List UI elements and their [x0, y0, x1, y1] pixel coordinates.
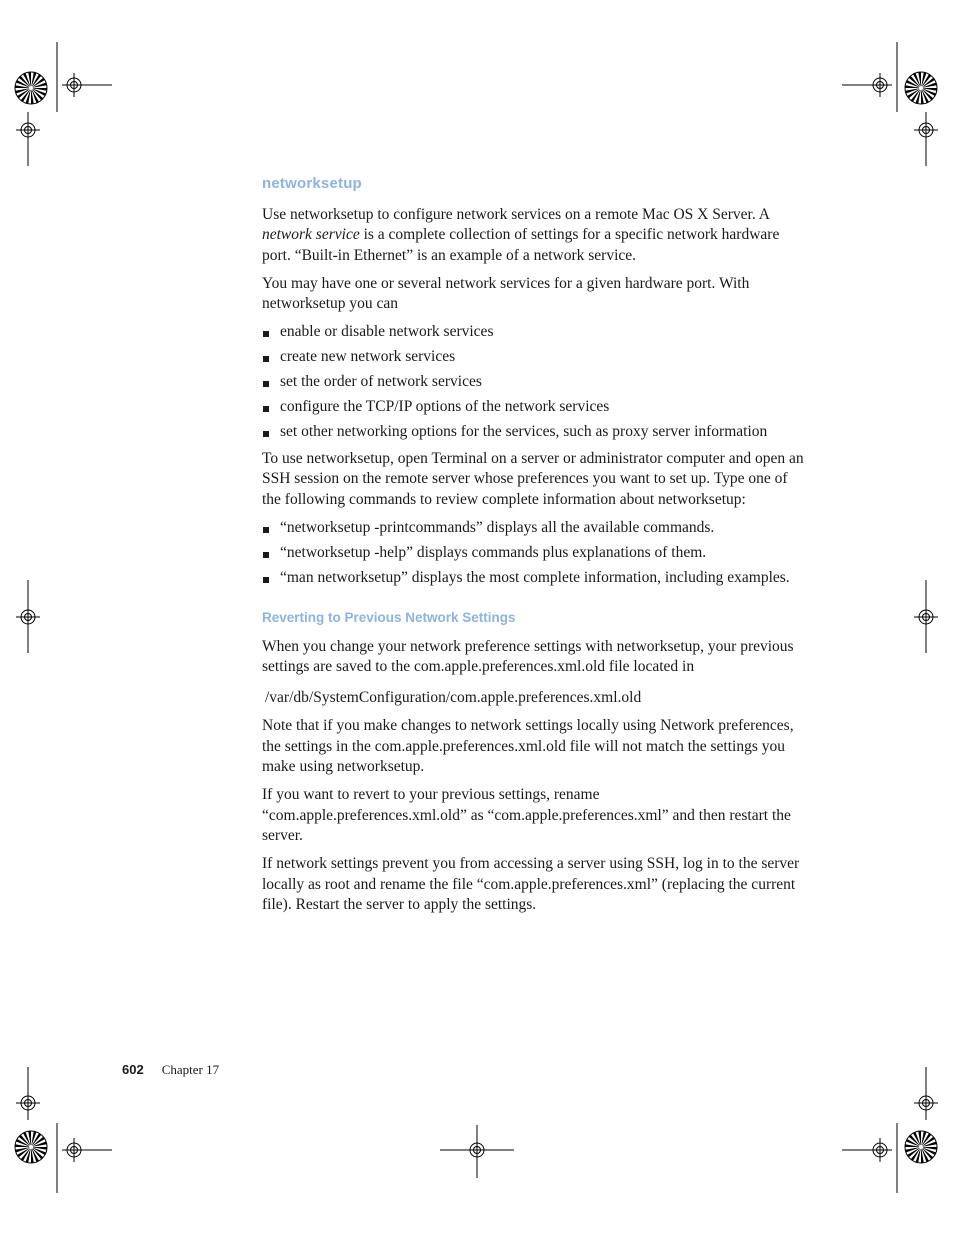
- subsection-heading: Reverting to Previous Network Settings: [262, 610, 516, 625]
- list-item: configure the TCP/IP options of the network services: [262, 397, 807, 418]
- saved-settings-paragraph: When you change your network preference settings with networksetup, your previous settings are saved to the com.apple.preferences.xml.old file located in: [262, 637, 794, 675]
- chapter-label: Chapter 17: [161, 1062, 220, 1077]
- registration-mark-icon: [16, 605, 40, 629]
- bullet-icon: [263, 406, 269, 412]
- terminal-paragraph: To use networksetup, open Terminal on a server or administrator computer and open an SSH session on the remote server whose preferences you want to set up. Type one of the following commands to review complete information about networksetup:: [262, 449, 804, 508]
- registration-mark-icon: [465, 1138, 489, 1162]
- capabilities-list: [262, 322, 807, 443]
- list-item: set the order of network services: [262, 372, 807, 393]
- registration-mark-icon: [868, 1138, 892, 1162]
- file-path: /var/db/SystemConfiguration/com.apple.preferences.xml.old: [265, 688, 642, 706]
- starburst-mark-icon: [905, 72, 937, 104]
- page-footer: [122, 1062, 219, 1078]
- ssh-recovery-paragraph: If network settings prevent you from accessing a server using SSH, log in to the server locally as root and rename the file “com.apple.preferences.xml” (replacing the current file). Restart the server to apply the settings.: [262, 855, 800, 913]
- starburst-mark-icon: [905, 1131, 937, 1163]
- registration-mark-icon: [16, 1091, 40, 1115]
- section-heading: networksetup: [262, 175, 362, 192]
- bullet-icon: [263, 431, 269, 437]
- registration-mark-icon: [62, 73, 86, 97]
- list-item: “man networksetup” displays the most complete information, including examples.: [262, 568, 807, 589]
- bullet-icon: [263, 331, 269, 337]
- registration-mark-icon: [914, 1091, 938, 1115]
- bullet-icon: [263, 577, 269, 583]
- revert-paragraph: If you want to revert to your previous settings, rename “com.apple.preferences.xml.old” as “com.apple.preferences.xml” and then restart the server.: [262, 786, 791, 844]
- page-body: [262, 170, 807, 923]
- list-item: enable or disable network services: [262, 322, 807, 343]
- bullet-icon: [263, 381, 269, 387]
- bullet-icon: [263, 552, 269, 558]
- starburst-mark-icon: [15, 72, 47, 104]
- local-changes-paragraph: Note that if you make changes to network settings locally using Network preferences, the settings in the com.apple.preferences.xml.old file will not match the settings you make using networksetup.: [262, 717, 794, 775]
- list-item: “networksetup -help” displays commands plus explanations of them.: [262, 543, 807, 564]
- registration-mark-icon: [868, 73, 892, 97]
- term-network-service: network service: [262, 226, 360, 243]
- list-item: create new network services: [262, 347, 807, 368]
- page-number: 602: [122, 1062, 144, 1077]
- intro-paragraph: Use networksetup to configure network services on a remote Mac OS X Server. A network service is a complete collection of settings for a specific network hardware port. “Built-in Ethernet” is an example of a network service.: [262, 205, 780, 264]
- bullet-icon: [263, 356, 269, 362]
- registration-mark-icon: [914, 118, 938, 142]
- registration-mark-icon: [914, 605, 938, 629]
- hardware-port-paragraph: You may have one or several network services for a given hardware port. With networksetup you can: [262, 274, 750, 312]
- commands-list: [262, 518, 807, 589]
- list-item: set other networking options for the services, such as proxy server information: [262, 422, 807, 443]
- registration-mark-icon: [62, 1138, 86, 1162]
- bullet-icon: [263, 527, 269, 533]
- registration-mark-icon: [16, 118, 40, 142]
- starburst-mark-icon: [15, 1131, 47, 1163]
- list-item: “networksetup -printcommands” displays all the available commands.: [262, 518, 807, 539]
